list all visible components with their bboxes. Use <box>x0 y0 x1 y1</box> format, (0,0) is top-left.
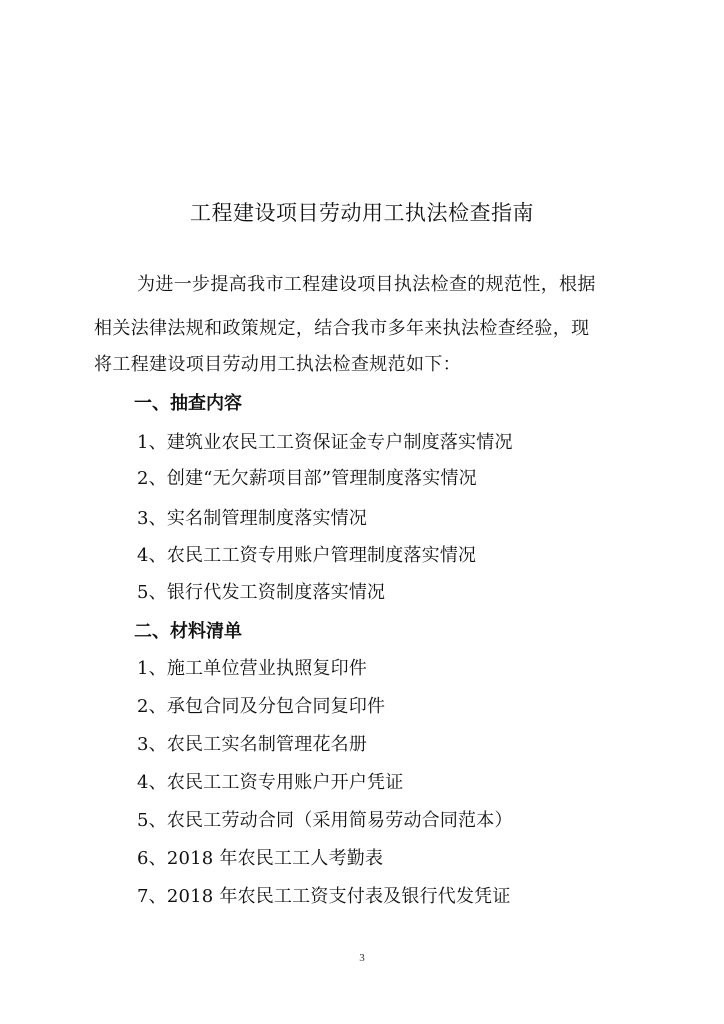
inspection-item: 1、建筑业农民工工资保证金专户制度落实情况 <box>137 432 513 453</box>
section-heading-inspection-content: 一、抽查内容 <box>134 393 242 414</box>
materials-item: 1、施工单位营业执照复印件 <box>137 658 368 679</box>
inspection-item: 3、实名制管理制度落实情况 <box>137 508 368 529</box>
materials-item: 4、农民工工资专用账户开户凭证 <box>137 772 404 793</box>
inspection-item: 5、银行代发工资制度落实情况 <box>137 582 386 603</box>
materials-item: 2、承包合同及分包合同复印件 <box>137 696 386 717</box>
section-heading-materials-list: 二、材料清单 <box>134 621 242 642</box>
intro-line-1: 为进一步提高我市工程建设项目执法检查的规范性，根据 <box>137 274 596 295</box>
intro-line-2: 相关法律法规和政策规定，结合我市多年来执法检查经验，现 <box>94 318 590 339</box>
inspection-item: 2、创建“无欠薪项目部”管理制度落实情况 <box>137 468 477 489</box>
materials-item: 6、2018 年农民工工人考勤表 <box>137 848 384 869</box>
materials-item: 5、农民工劳动合同（采用简易劳动合同范本） <box>137 810 513 831</box>
materials-item: 7、2018 年农民工工资支付表及银行代发凭证 <box>137 886 511 907</box>
page-number: 3 <box>359 952 365 964</box>
document-title: 工程建设项目劳动用工执法检查指南 <box>190 201 534 225</box>
inspection-item: 4、农民工工资专用账户管理制度落实情况 <box>137 545 477 566</box>
materials-item: 3、农民工实名制管理花名册 <box>137 734 368 755</box>
intro-line-3: 将工程建设项目劳动用工执法检查规范如下： <box>94 354 461 375</box>
